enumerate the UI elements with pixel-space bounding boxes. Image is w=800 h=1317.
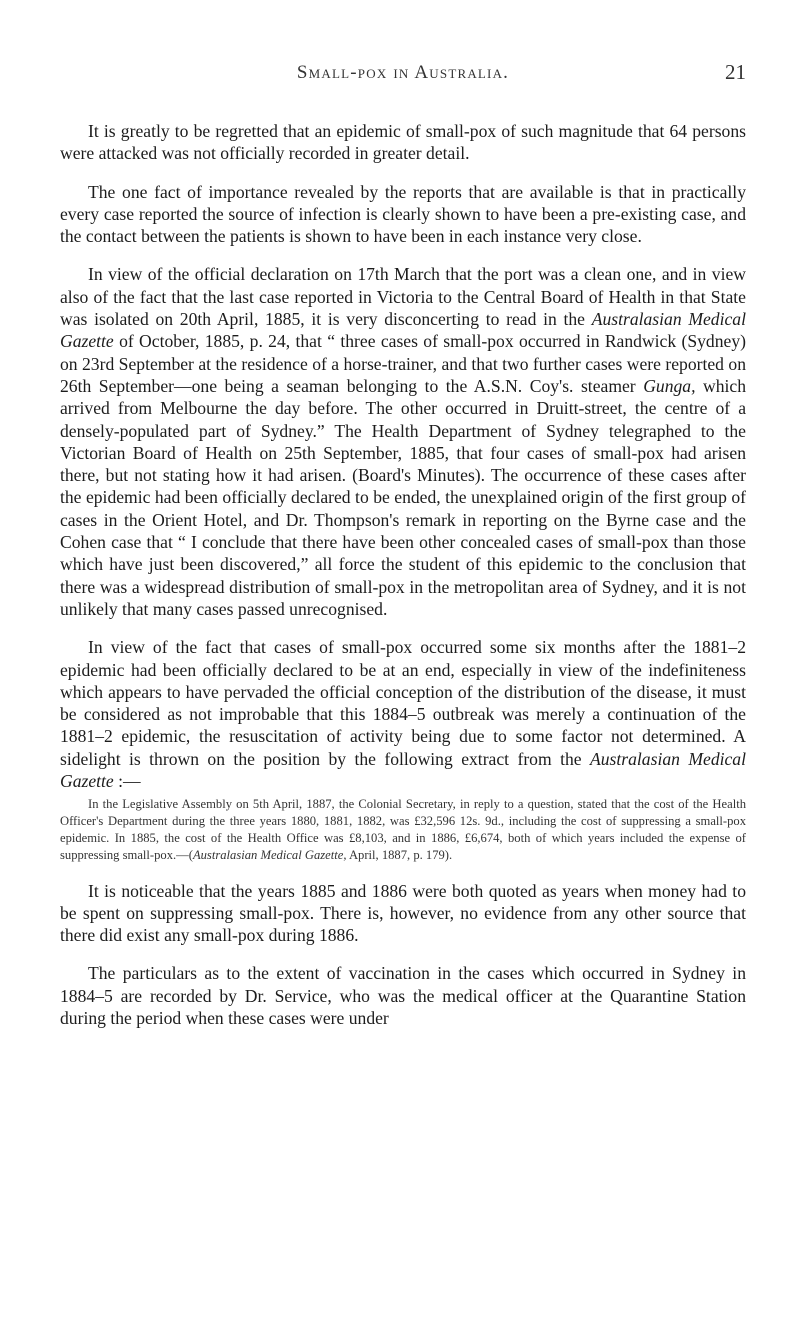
paragraph-6: The particulars as to the extent of vaccination in the cases which occurred in Sydney in 1884–5 are recorded by Dr. Service, who was the medical officer at the Quarantine Station during the period when these cases were under: [60, 963, 746, 1028]
paragraph-3-part-3: which arrived from Melbourne the day before. The other occurred in Druitt-street, the centre of a densely-populated part of Sydney.” The Health Department of Sydney telegraphed to the Victorian Board of Health on 25th September, 1885, that four cases of small-pox had arisen there, but not stating how it had arisen. (Board's Minutes). The occurrence of these cases after the epidemic had been officially declared to be ended, the unexplained origin of the first group of cases in the Orient Hotel, and Dr. Thompson's remark in reporting on the Byrne case and the Cohen case that “ I conclude that there have been other concealed cases of small-pox than those which have just been discovered,” all force the student of this epidemic to the conclusion that there was a widespread distribution of small-pox in the metropolitan area of Sydney, and it is not unlikely that many cases passed unrecognised.: [60, 375, 746, 619]
book-page: [60, 0, 746, 1317]
journal-title: Australasian Medical Gazette: [60, 309, 746, 352]
paragraph-2: The one fact of importance revealed by the reports that are available is that in practically every case reported the source of infection is clearly shown to have been a pre-existing case, and the contact between the patients is shown to have been in each instance very close.: [60, 181, 746, 247]
running-title: Small-pox in Australia.: [296, 62, 510, 83]
paragraph-3: [60, 263, 746, 620]
paragraph-3-part-2: of October, 1885, p. 24, that “ three cases of small-pox occurred in Randwick (Sydney) on 23rd September at the residence of a horse-trainer, and that two further cases were reported on 26th September—one being a seaman belonging to the A.S.N. Coy's. steamer: [60, 331, 746, 396]
paragraph-4-part-2: :—: [113, 771, 141, 792]
paragraph-3-part-1: In view of the official declaration on 17th March that the port was a clean one, and in view also of the fact that the last case reported in Victoria to the Central Board of Health in that State was isolated on 20th April, 1885, it is very disconcerting to read in the: [60, 264, 746, 330]
paragraph-4-part-1: In view of the fact that cases of small-pox occurred some six months after the 1881–2 epidemic had been officially declared to be at an end, especially in view of the indefiniteness which appears to have pervaded the official conception of the distribution of the disease, it must be considered as not improbable that this 1884–5 outbreak was merely a continuation of the 1881–2 epidemic, the resuscitation of activity being due to some factor not determined. A sidelight is thrown on the position by the following extract from the: [60, 637, 746, 769]
paragraph-4: [60, 636, 746, 792]
journal-title: Australasian Medical Gazette: [60, 748, 746, 792]
block-quote-extract: [60, 796, 746, 863]
paragraph-5: It is noticeable that the years 1885 and 1886 were both quoted as years when money had to be spent on suppressing small-pox. There is, however, no evidence from any other source that there did exist any small-pox during 1886.: [60, 880, 746, 946]
page-number: 21: [725, 60, 746, 84]
body-text: [60, 120, 746, 1045]
quote-part-2: April, 1887, p. 179).: [346, 847, 453, 862]
quote-part-1: In the Legislative Assembly on 5th April, 1887, the Colonial Secretary, in reply to a question, stated that the cost of the Health Officer's Department during the three years 1880, 1881, 1882, was £32,596 12s. 9d., including the cost of suppressing a small-pox epidemic. In 1885, the cost of the Health Office was £8,103, and in 1886, £6,674, both of which years included the expense of suppressing small-pox.—(: [60, 797, 746, 862]
running-head: [60, 0, 746, 86]
paragraph-1: It is greatly to be regretted that an epidemic of small-pox of such magnitude that 64 persons were attacked was not officially recorded in greater detail.: [60, 121, 746, 164]
journal-title: Australasian Medical Gazette,: [192, 847, 347, 862]
ship-name: Gunga,: [643, 375, 696, 396]
